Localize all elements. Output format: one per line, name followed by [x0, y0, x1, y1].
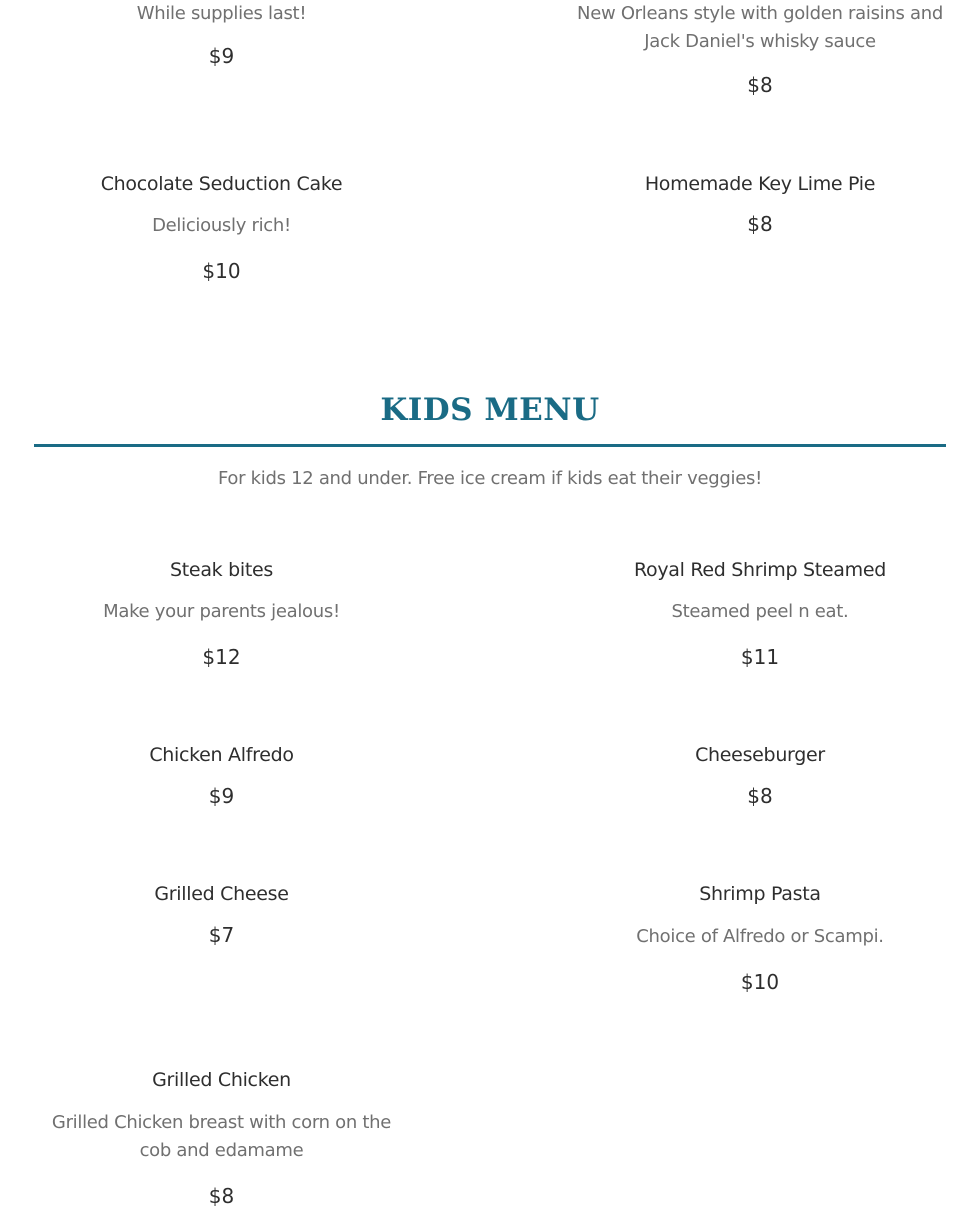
item-name: Homemade Key Lime Pie — [644, 173, 876, 195]
item-price: $10 — [740, 970, 780, 994]
section-divider — [34, 444, 946, 447]
item-description: New Orleans style with golden raisins and Jack Daniel's whisky sauce — [577, 3, 943, 52]
item-name: Royal Red Shrimp Steamed — [633, 559, 887, 581]
item-price: $8 — [747, 212, 773, 236]
item-price: $8 — [208, 1184, 235, 1208]
item-name: Cheeseburger — [695, 744, 825, 766]
item-price: $12 — [202, 645, 241, 669]
item-name: Steak bites — [170, 559, 273, 581]
item-name: Shrimp Pasta — [699, 883, 821, 905]
item-description: Make your parents jealous! — [103, 601, 340, 622]
item-name: Grilled Cheese — [154, 883, 289, 905]
item-description: Choice of Alfredo or Scampi. — [636, 926, 884, 947]
section-title: KIDS MENU — [380, 392, 600, 428]
item-price: $10 — [202, 259, 241, 283]
item-price: $7 — [208, 923, 235, 947]
item-price: $11 — [740, 645, 780, 669]
item-name: Chicken Alfredo — [149, 744, 294, 766]
item-description: Steamed peel n eat. — [671, 601, 849, 622]
item-price: $8 — [747, 73, 773, 97]
item-price: $9 — [208, 44, 235, 68]
item-description: Grilled Chicken breast with corn on the cob and edamame — [51, 1112, 392, 1161]
item-name: Grilled Chicken — [152, 1069, 291, 1091]
item-name: Chocolate Seduction Cake — [100, 173, 343, 195]
item-price: $9 — [208, 784, 235, 808]
item-description: While supplies last! — [136, 3, 307, 24]
item-description: Deliciously rich! — [152, 215, 291, 236]
section-subtitle: For kids 12 and under. Free ice cream if kids eat their veggies! — [218, 468, 762, 489]
item-price: $8 — [747, 784, 773, 808]
